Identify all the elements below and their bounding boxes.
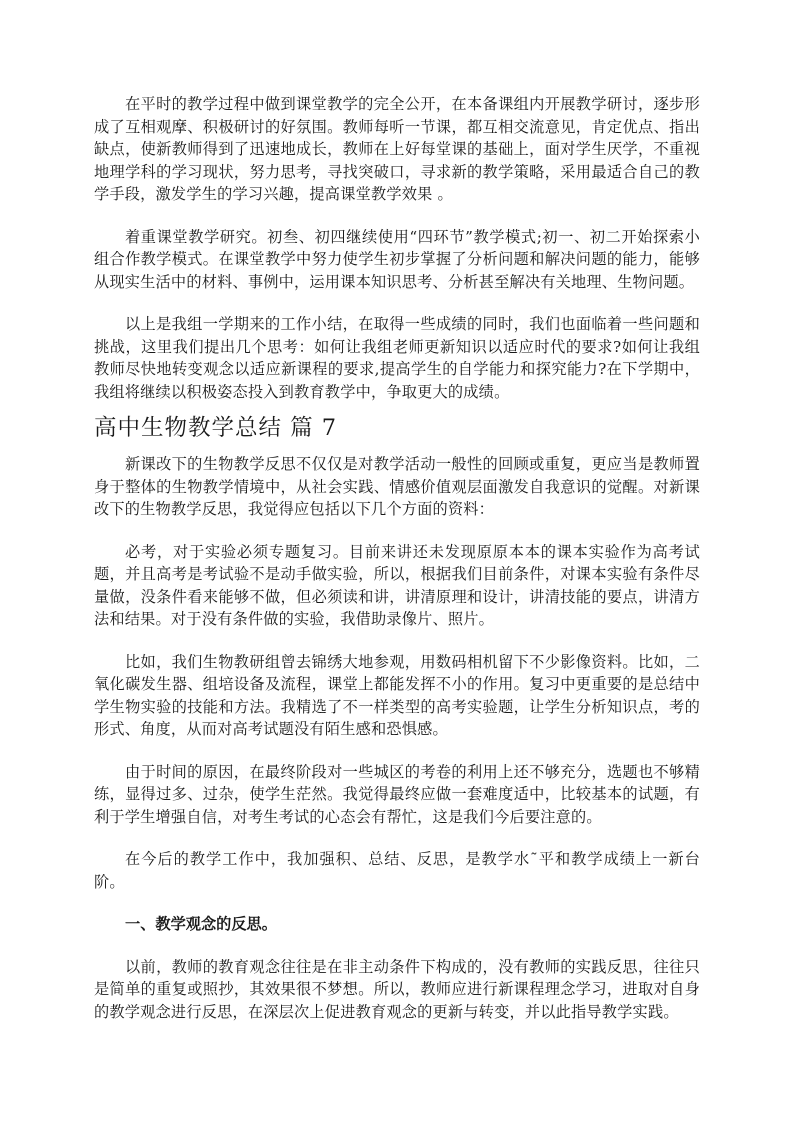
paragraph-future-work: 在今后的教学工作中，我加强积、总结、反思，是教学水˜平和教学成绩上一新台阶。: [94, 850, 700, 891]
document-page: [94, 93, 700, 1023]
paragraph-time-constraints: 由于时间的原因，在最终阶段对一些城区的考卷的利用上还不够充分，选题也不够精练，显得过多、过杂，使学生茫然。我觉得最终应做一套难度适中，比较基本的试题，有利于学生增强自信，对考生考试的心态会有帮忙，这是我们今后要注意的。: [94, 762, 700, 826]
paragraph-gap: [94, 206, 700, 226]
section-heading: 高中生物教学总结 篇 7: [94, 415, 338, 441]
paragraph-teaching-research: 着重课堂教学研究。初叁、初四继续使用“四环节”教学模式;初一、初二开始探索小组合作教学模式。在课堂教学中努力使学生初步掌握了分析问题和解决问题的能力，能够从现实生活中的材料、事例中，运用课本知识思考、分析甚至解决有关地理、生物问题。: [94, 227, 700, 291]
paragraph-gap: [94, 741, 700, 761]
paragraph-gap: [94, 521, 700, 541]
paragraph-gap: [94, 631, 700, 651]
paragraph-gap: [94, 293, 700, 313]
paragraph-gap: [94, 936, 700, 956]
paragraph-reform-reflection: 新课改下的生物教学反思不仅仅是对教学活动一般性的回顾或重复，更应当是教师置身于整体的生物教学情境中，从社会实践、情感价值观层面激发自我意识的觉醒。对新课改下的生物教学反思，我觉得应包括以下几个方面的资料：: [94, 455, 700, 518]
paragraph-classroom-openness: 在平时的教学过程中做到课堂教学的完全公开，在本备课组内开展教学研讨，逐步形成了互相观摩、积极研讨的好氛围。教师每听一节课，都互相交流意见，肯定优点、指出缺点，使新教师得到了迅速地成长，教师在上好每堂课的基础上，面对学生厌学，不重视地理学科的学习现状，努力思考，寻找突破口，寻求新的教学策略，采用最适合自己的教学手段，激发学生的学习兴趣，提高课堂教学效果 。: [94, 95, 700, 203]
subsection-heading: 一、教学观念的反思。: [125, 915, 277, 933]
paragraph-field-visit: 比如，我们生物教研组曾去锦绣大地参观，用数码相机留下不少影像资料。比如，二氧化碳发生器、组培设备及流程，课堂上都能发挥不小的作用。复习中更重要的是总结中学生物实验的技能和方法。我精选了不一样类型的高考实验题，让学生分析知识点，考的形式、角度，从而对高考试题没有陌生感和恐惧感。: [94, 652, 700, 738]
paragraph-gap: [94, 893, 700, 913]
paragraph-experiment-review: 必考，对于实验必须专题复习。目前来讲还未发现原原本本的课本实验作为高考试题，并且高考是考试验不是动手做实验，所以，根据我们目前条件，对课本实验有条件尽量做，没条件看来能够不做，但必须读和讲，讲清原理和设计，讲清技能的要点，讲清方法和结果。对于没有条件做的实验，我借助录像片、照片。: [94, 542, 700, 628]
paragraph-teaching-concepts: 以前，教师的教育观念往往是在非主动条件下构成的，没有教师的实践反思，往往只是简单的重复或照抄，其效果很不梦想。所以，教师应进行新课程理念学习，进取对自身的教学观念进行反思，在深层次上促进教育观念的更新与转变，并以此指导教学实践。: [94, 957, 700, 1021]
paragraph-summary-reflection: 以上是我组一学期来的工作小结，在取得一些成绩的同时，我们也面临着一些问题和挑战，这里我们提出几个思考：如何让我组老师更新知识以适应时代的要求?如何让我组教师尽快地转变观念以适应新课程的要求,提高学生的自学能力和探究能力?在下学期中，我组将继续以积极姿态投入到教育教学中，争取更大的成绩。: [94, 315, 700, 401]
paragraph-gap: [94, 828, 700, 848]
